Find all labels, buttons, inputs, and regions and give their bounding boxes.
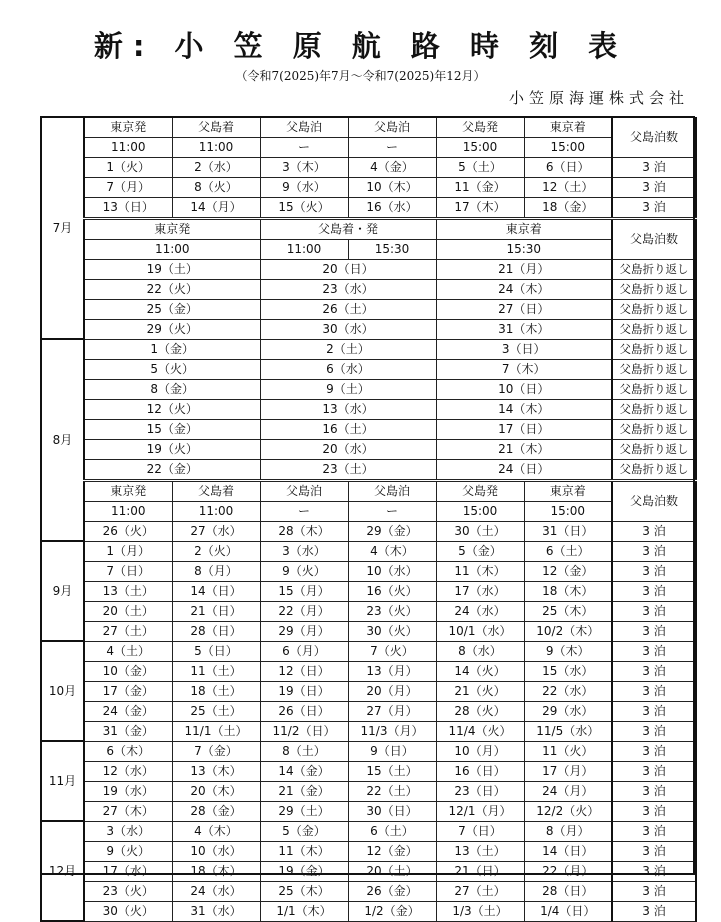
date-cell: 19（日） bbox=[260, 681, 348, 701]
date-cell: 1/4（日） bbox=[524, 901, 612, 921]
date-cell: 21（日） bbox=[436, 861, 524, 881]
date-cell: 25（木） bbox=[260, 881, 348, 901]
date-cell: 28（日） bbox=[524, 881, 612, 901]
column-header: 父島発 bbox=[436, 117, 524, 137]
date-cell: 24（金） bbox=[84, 701, 172, 721]
date-cell: 31（金） bbox=[84, 721, 172, 741]
date-cell: 7（金） bbox=[172, 741, 260, 761]
date-cell: 22（土） bbox=[348, 781, 436, 801]
stay-count-cell: 父島折り返し bbox=[612, 459, 696, 480]
date-cell: 23（火） bbox=[348, 601, 436, 621]
date-cell: 30（火） bbox=[348, 621, 436, 641]
date-cell: 17（木） bbox=[436, 197, 524, 218]
time-row bbox=[41, 239, 696, 259]
date-cell: 24（日） bbox=[436, 459, 612, 480]
departure-time-cell: ー bbox=[260, 137, 348, 157]
date-cell: 26（金） bbox=[348, 881, 436, 901]
date-cell: 12（金） bbox=[348, 841, 436, 861]
column-header: 東京発 bbox=[84, 117, 172, 137]
date-cell: 15（月） bbox=[260, 581, 348, 601]
date-cell: 30（土） bbox=[436, 521, 524, 541]
date-cell: 18（金） bbox=[524, 197, 612, 218]
date-cell: 23（火） bbox=[84, 881, 172, 901]
date-cell: 30（水） bbox=[260, 319, 436, 339]
date-cell: 13（水） bbox=[260, 399, 436, 419]
date-cell: 9（木） bbox=[524, 641, 612, 661]
date-cell: 10/1（水） bbox=[436, 621, 524, 641]
time-row bbox=[41, 501, 696, 521]
date-cell: 4（木） bbox=[348, 541, 436, 561]
date-cell: 13（日） bbox=[84, 197, 172, 218]
date-cell: 12（金） bbox=[524, 561, 612, 581]
departure-time-cell: 11:00 bbox=[172, 137, 260, 157]
date-cell: 15（土） bbox=[348, 761, 436, 781]
date-cell: 9（火） bbox=[260, 561, 348, 581]
month-label-oct: 10月 bbox=[41, 641, 84, 741]
date-cell: 31（水） bbox=[172, 901, 260, 921]
schedule-row bbox=[41, 259, 696, 279]
date-cell: 8（火） bbox=[172, 177, 260, 197]
date-cell: 22（火） bbox=[84, 279, 260, 299]
schedule-row bbox=[41, 177, 696, 197]
date-cell: 13（土） bbox=[84, 581, 172, 601]
departure-time-cell: 11:00 bbox=[84, 137, 172, 157]
date-cell: 30（日） bbox=[348, 801, 436, 821]
date-cell: 1（火） bbox=[84, 157, 172, 177]
date-cell: 19（金） bbox=[260, 861, 348, 881]
date-cell: 23（日） bbox=[436, 781, 524, 801]
date-cell: 8（土） bbox=[260, 741, 348, 761]
departure-time-cell: 15:30 bbox=[348, 239, 436, 259]
date-cell: 11（木） bbox=[260, 841, 348, 861]
stay-count-cell: 3 泊 bbox=[612, 197, 696, 218]
stay-count-cell: 3 泊 bbox=[612, 781, 696, 801]
date-cell: 7（日） bbox=[436, 821, 524, 841]
date-cell: 9（水） bbox=[260, 177, 348, 197]
date-cell: 11（土） bbox=[172, 661, 260, 681]
date-cell: 18（土） bbox=[172, 681, 260, 701]
schedule-row bbox=[41, 521, 696, 541]
date-cell: 20（日） bbox=[260, 259, 436, 279]
header-row bbox=[41, 480, 696, 501]
date-cell: 26（日） bbox=[260, 701, 348, 721]
date-cell: 19（水） bbox=[84, 781, 172, 801]
date-cell: 11（火） bbox=[524, 741, 612, 761]
date-cell: 3（水） bbox=[260, 541, 348, 561]
date-cell: 6（水） bbox=[260, 359, 436, 379]
date-cell: 10（月） bbox=[436, 741, 524, 761]
date-cell: 16（火） bbox=[348, 581, 436, 601]
stay-column-header: 父島泊数 bbox=[612, 218, 696, 259]
date-cell: 5（土） bbox=[436, 157, 524, 177]
date-cell: 22（金） bbox=[84, 459, 260, 480]
date-cell: 2（火） bbox=[172, 541, 260, 561]
stay-count-cell: 父島折り返し bbox=[612, 339, 696, 359]
date-cell: 12（火） bbox=[84, 399, 260, 419]
schedule-row bbox=[41, 821, 696, 841]
date-cell: 14（火） bbox=[436, 661, 524, 681]
date-cell: 30（火） bbox=[84, 901, 172, 921]
date-cell: 12（土） bbox=[524, 177, 612, 197]
date-cell: 16（水） bbox=[348, 197, 436, 218]
date-cell: 24（水） bbox=[436, 601, 524, 621]
date-cell: 1/2（金） bbox=[348, 901, 436, 921]
date-cell: 16（土） bbox=[260, 419, 436, 439]
date-cell: 16（日） bbox=[436, 761, 524, 781]
stay-count-cell: 3 泊 bbox=[612, 761, 696, 781]
date-cell: 27（月） bbox=[348, 701, 436, 721]
stay-count-cell: 父島折り返し bbox=[612, 319, 696, 339]
stay-count-cell: 3 泊 bbox=[612, 861, 696, 881]
date-cell: 20（水） bbox=[260, 439, 436, 459]
date-cell: 10/2（木） bbox=[524, 621, 612, 641]
date-cell: 24（月） bbox=[524, 781, 612, 801]
date-cell: 6（日） bbox=[524, 157, 612, 177]
stay-count-cell: 3 泊 bbox=[612, 721, 696, 741]
stay-count-cell: 3 泊 bbox=[612, 821, 696, 841]
schedule-row bbox=[41, 299, 696, 319]
column-header: 東京着 bbox=[436, 218, 612, 239]
column-header: 東京着 bbox=[524, 480, 612, 501]
date-cell: 25（土） bbox=[172, 701, 260, 721]
date-cell: 21（金） bbox=[260, 781, 348, 801]
date-cell: 1/1（木） bbox=[260, 901, 348, 921]
schedule-row bbox=[41, 541, 696, 561]
stay-count-cell: 3 泊 bbox=[612, 881, 696, 901]
date-cell: 14（木） bbox=[436, 399, 612, 419]
schedule-row bbox=[41, 781, 696, 801]
column-header: 父島泊 bbox=[348, 117, 436, 137]
date-cell: 10（水） bbox=[348, 561, 436, 581]
stay-count-cell: 3 泊 bbox=[612, 701, 696, 721]
stay-count-cell: 3 泊 bbox=[612, 157, 696, 177]
date-cell: 19（火） bbox=[84, 439, 260, 459]
column-header: 父島着・発 bbox=[260, 218, 436, 239]
date-cell: 11/3（月） bbox=[348, 721, 436, 741]
date-cell: 27（水） bbox=[172, 521, 260, 541]
schedule-row bbox=[41, 399, 696, 419]
stay-count-cell: 父島折り返し bbox=[612, 279, 696, 299]
date-cell: 27（土） bbox=[436, 881, 524, 901]
month-label-aug: 8月 bbox=[41, 339, 84, 541]
stay-count-cell: 3 泊 bbox=[612, 741, 696, 761]
date-cell: 15（金） bbox=[84, 419, 260, 439]
stay-count-cell: 3 泊 bbox=[612, 601, 696, 621]
stay-count-cell: 父島折り返し bbox=[612, 379, 696, 399]
column-header: 父島発 bbox=[436, 480, 524, 501]
month-label-sep: 9月 bbox=[41, 541, 84, 641]
schedule-row bbox=[41, 279, 696, 299]
departure-time-cell: ー bbox=[348, 137, 436, 157]
stay-count-cell: 3 泊 bbox=[612, 621, 696, 641]
date-cell: 27（土） bbox=[84, 621, 172, 641]
date-cell: 28（日） bbox=[172, 621, 260, 641]
date-cell: 21（日） bbox=[172, 601, 260, 621]
date-cell: 11/1（土） bbox=[172, 721, 260, 741]
stay-count-cell: 3 泊 bbox=[612, 541, 696, 561]
date-cell: 11/5（水） bbox=[524, 721, 612, 741]
date-cell: 8（金） bbox=[84, 379, 260, 399]
schedule-row bbox=[41, 359, 696, 379]
stay-count-cell: 3 泊 bbox=[612, 561, 696, 581]
stay-count-cell: 3 泊 bbox=[612, 177, 696, 197]
date-cell: 7（木） bbox=[436, 359, 612, 379]
date-cell: 17（水） bbox=[84, 861, 172, 881]
date-cell: 2（水） bbox=[172, 157, 260, 177]
date-cell: 5（金） bbox=[260, 821, 348, 841]
date-cell: 17（水） bbox=[436, 581, 524, 601]
date-cell: 31（日） bbox=[524, 521, 612, 541]
schedule-row bbox=[41, 581, 696, 601]
schedule-row bbox=[41, 419, 696, 439]
schedule-row bbox=[41, 661, 696, 681]
departure-time-cell: 11:00 bbox=[84, 501, 172, 521]
date-cell: 9（土） bbox=[260, 379, 436, 399]
stay-count-cell: 父島折り返し bbox=[612, 419, 696, 439]
date-cell: 11（金） bbox=[436, 177, 524, 197]
date-cell: 11（木） bbox=[436, 561, 524, 581]
date-cell: 5（火） bbox=[84, 359, 260, 379]
date-cell: 11/4（火） bbox=[436, 721, 524, 741]
column-header: 東京発 bbox=[84, 218, 260, 239]
date-cell: 28（金） bbox=[172, 801, 260, 821]
date-cell: 4（木） bbox=[172, 821, 260, 841]
page-title: 新: 小 笠 原 航 路 時 刻 表 bbox=[93, 29, 628, 63]
date-cell: 25（木） bbox=[524, 601, 612, 621]
stay-count-cell: 父島折り返し bbox=[612, 439, 696, 459]
date-cell: 10（金） bbox=[84, 661, 172, 681]
date-cell: 29（金） bbox=[348, 521, 436, 541]
column-header: 父島泊 bbox=[260, 117, 348, 137]
date-cell: 28（火） bbox=[436, 701, 524, 721]
date-cell: 22（月） bbox=[524, 861, 612, 881]
date-cell: 6（土） bbox=[524, 541, 612, 561]
date-cell: 20（木） bbox=[172, 781, 260, 801]
column-header: 父島着 bbox=[172, 480, 260, 501]
date-cell: 10（水） bbox=[172, 841, 260, 861]
departure-time-cell: 15:00 bbox=[436, 137, 524, 157]
date-cell: 3（水） bbox=[84, 821, 172, 841]
date-cell: 1（金） bbox=[84, 339, 260, 359]
stay-count-cell: 父島折り返し bbox=[612, 399, 696, 419]
date-cell: 6（木） bbox=[84, 741, 172, 761]
date-cell: 11/2（日） bbox=[260, 721, 348, 741]
departure-time-cell: 15:30 bbox=[436, 239, 612, 259]
date-cell: 14（日） bbox=[172, 581, 260, 601]
date-cell: 20（土） bbox=[84, 601, 172, 621]
departure-time-cell: 15:00 bbox=[524, 137, 612, 157]
date-range-subtitle: （令和7(2025)年7月～令和7(2025)年12月） bbox=[235, 69, 486, 83]
date-cell: 5（金） bbox=[436, 541, 524, 561]
schedule-row bbox=[41, 841, 696, 861]
date-cell: 12（日） bbox=[260, 661, 348, 681]
date-cell: 22（月） bbox=[260, 601, 348, 621]
schedule-row bbox=[41, 319, 696, 339]
column-header: 父島泊 bbox=[260, 480, 348, 501]
departure-time-cell: ー bbox=[260, 501, 348, 521]
date-cell: 31（木） bbox=[436, 319, 612, 339]
schedule-row bbox=[41, 881, 696, 901]
date-cell: 17（月） bbox=[524, 761, 612, 781]
date-cell: 3（日） bbox=[436, 339, 612, 359]
date-cell: 7（火） bbox=[348, 641, 436, 661]
stay-count-cell: 3 泊 bbox=[612, 661, 696, 681]
company-name: 小笠原海運株式会社 bbox=[508, 89, 689, 107]
date-cell: 20（土） bbox=[348, 861, 436, 881]
schedule-row bbox=[41, 157, 696, 177]
date-cell: 29（月） bbox=[260, 621, 348, 641]
stay-count-cell: 3 泊 bbox=[612, 641, 696, 661]
stay-column-header: 父島泊数 bbox=[612, 117, 696, 157]
date-cell: 18（木） bbox=[524, 581, 612, 601]
date-cell: 4（金） bbox=[348, 157, 436, 177]
date-cell: 21（月） bbox=[436, 259, 612, 279]
date-cell: 26（土） bbox=[260, 299, 436, 319]
date-cell: 6（月） bbox=[260, 641, 348, 661]
column-header: 東京着 bbox=[524, 117, 612, 137]
time-row bbox=[41, 137, 696, 157]
date-cell: 3（木） bbox=[260, 157, 348, 177]
date-cell: 7（月） bbox=[84, 177, 172, 197]
schedule-row bbox=[41, 861, 696, 881]
timetable bbox=[40, 116, 697, 922]
departure-time-cell: 11:00 bbox=[260, 239, 348, 259]
date-cell: 27（日） bbox=[436, 299, 612, 319]
date-cell: 17（金） bbox=[84, 681, 172, 701]
date-cell: 5（日） bbox=[172, 641, 260, 661]
date-cell: 13（土） bbox=[436, 841, 524, 861]
departure-time-cell: 11:00 bbox=[84, 239, 260, 259]
date-cell: 29（水） bbox=[524, 701, 612, 721]
date-cell: 29（火） bbox=[84, 319, 260, 339]
date-cell: 22（水） bbox=[524, 681, 612, 701]
date-cell: 8（月） bbox=[172, 561, 260, 581]
month-label-dec: 12月 bbox=[41, 821, 84, 921]
date-cell: 29（土） bbox=[260, 801, 348, 821]
date-cell: 13（月） bbox=[348, 661, 436, 681]
date-cell: 15（水） bbox=[524, 661, 612, 681]
date-cell: 2（土） bbox=[260, 339, 436, 359]
stay-count-cell: 3 泊 bbox=[612, 521, 696, 541]
date-cell: 1（月） bbox=[84, 541, 172, 561]
departure-time-cell: 11:00 bbox=[172, 501, 260, 521]
date-cell: 15（火） bbox=[260, 197, 348, 218]
stay-count-cell: 3 泊 bbox=[612, 901, 696, 921]
schedule-row bbox=[41, 741, 696, 761]
date-cell: 27（木） bbox=[84, 801, 172, 821]
date-cell: 13（木） bbox=[172, 761, 260, 781]
schedule-row bbox=[41, 761, 696, 781]
date-cell: 25（金） bbox=[84, 299, 260, 319]
date-cell: 12/1（月） bbox=[436, 801, 524, 821]
date-cell: 10（木） bbox=[348, 177, 436, 197]
schedule-row bbox=[41, 339, 696, 359]
schedule-row bbox=[41, 439, 696, 459]
header-row bbox=[41, 218, 696, 239]
date-cell: 4（土） bbox=[84, 641, 172, 661]
schedule-row bbox=[41, 701, 696, 721]
date-cell: 7（日） bbox=[84, 561, 172, 581]
date-cell: 1/3（土） bbox=[436, 901, 524, 921]
schedule-row bbox=[41, 901, 696, 921]
date-cell: 14（月） bbox=[172, 197, 260, 218]
departure-time-cell: ー bbox=[348, 501, 436, 521]
date-cell: 8（月） bbox=[524, 821, 612, 841]
stay-count-cell: 3 泊 bbox=[612, 801, 696, 821]
stay-column-header: 父島泊数 bbox=[612, 480, 696, 521]
date-cell: 19（土） bbox=[84, 259, 260, 279]
date-cell: 20（月） bbox=[348, 681, 436, 701]
stay-count-cell: 3 泊 bbox=[612, 681, 696, 701]
date-cell: 12（水） bbox=[84, 761, 172, 781]
departure-time-cell: 15:00 bbox=[524, 501, 612, 521]
date-cell: 21（木） bbox=[436, 439, 612, 459]
date-cell: 18（木） bbox=[172, 861, 260, 881]
schedule-row bbox=[41, 721, 696, 741]
schedule-row bbox=[41, 459, 696, 480]
stay-count-cell: 3 泊 bbox=[612, 581, 696, 601]
date-cell: 9（日） bbox=[348, 741, 436, 761]
column-header: 父島泊 bbox=[348, 480, 436, 501]
schedule-row bbox=[41, 379, 696, 399]
date-cell: 9（火） bbox=[84, 841, 172, 861]
date-cell: 28（木） bbox=[260, 521, 348, 541]
date-cell: 14（金） bbox=[260, 761, 348, 781]
date-cell: 6（土） bbox=[348, 821, 436, 841]
stay-count-cell: 父島折り返し bbox=[612, 359, 696, 379]
date-cell: 12/2（火） bbox=[524, 801, 612, 821]
date-cell: 24（木） bbox=[436, 279, 612, 299]
date-cell: 23（水） bbox=[260, 279, 436, 299]
date-cell: 21（火） bbox=[436, 681, 524, 701]
month-label-jul: 7月 bbox=[41, 117, 84, 339]
date-cell: 17（日） bbox=[436, 419, 612, 439]
column-header: 父島着 bbox=[172, 117, 260, 137]
departure-time-cell: 15:00 bbox=[436, 501, 524, 521]
schedule-row bbox=[41, 641, 696, 661]
month-label-nov: 11月 bbox=[41, 741, 84, 821]
stay-count-cell: 3 泊 bbox=[612, 841, 696, 861]
date-cell: 24（水） bbox=[172, 881, 260, 901]
date-cell: 14（日） bbox=[524, 841, 612, 861]
date-cell: 8（水） bbox=[436, 641, 524, 661]
schedule-row bbox=[41, 197, 696, 218]
schedule-row bbox=[41, 801, 696, 821]
schedule-row bbox=[41, 681, 696, 701]
date-cell: 10（日） bbox=[436, 379, 612, 399]
stay-count-cell: 父島折り返し bbox=[612, 299, 696, 319]
header-row bbox=[41, 117, 696, 137]
schedule-row bbox=[41, 621, 696, 641]
date-cell: 26（火） bbox=[84, 521, 172, 541]
schedule-row bbox=[41, 601, 696, 621]
stay-count-cell: 父島折り返し bbox=[612, 259, 696, 279]
date-cell: 23（土） bbox=[260, 459, 436, 480]
column-header: 東京発 bbox=[84, 480, 172, 501]
schedule-row bbox=[41, 561, 696, 581]
